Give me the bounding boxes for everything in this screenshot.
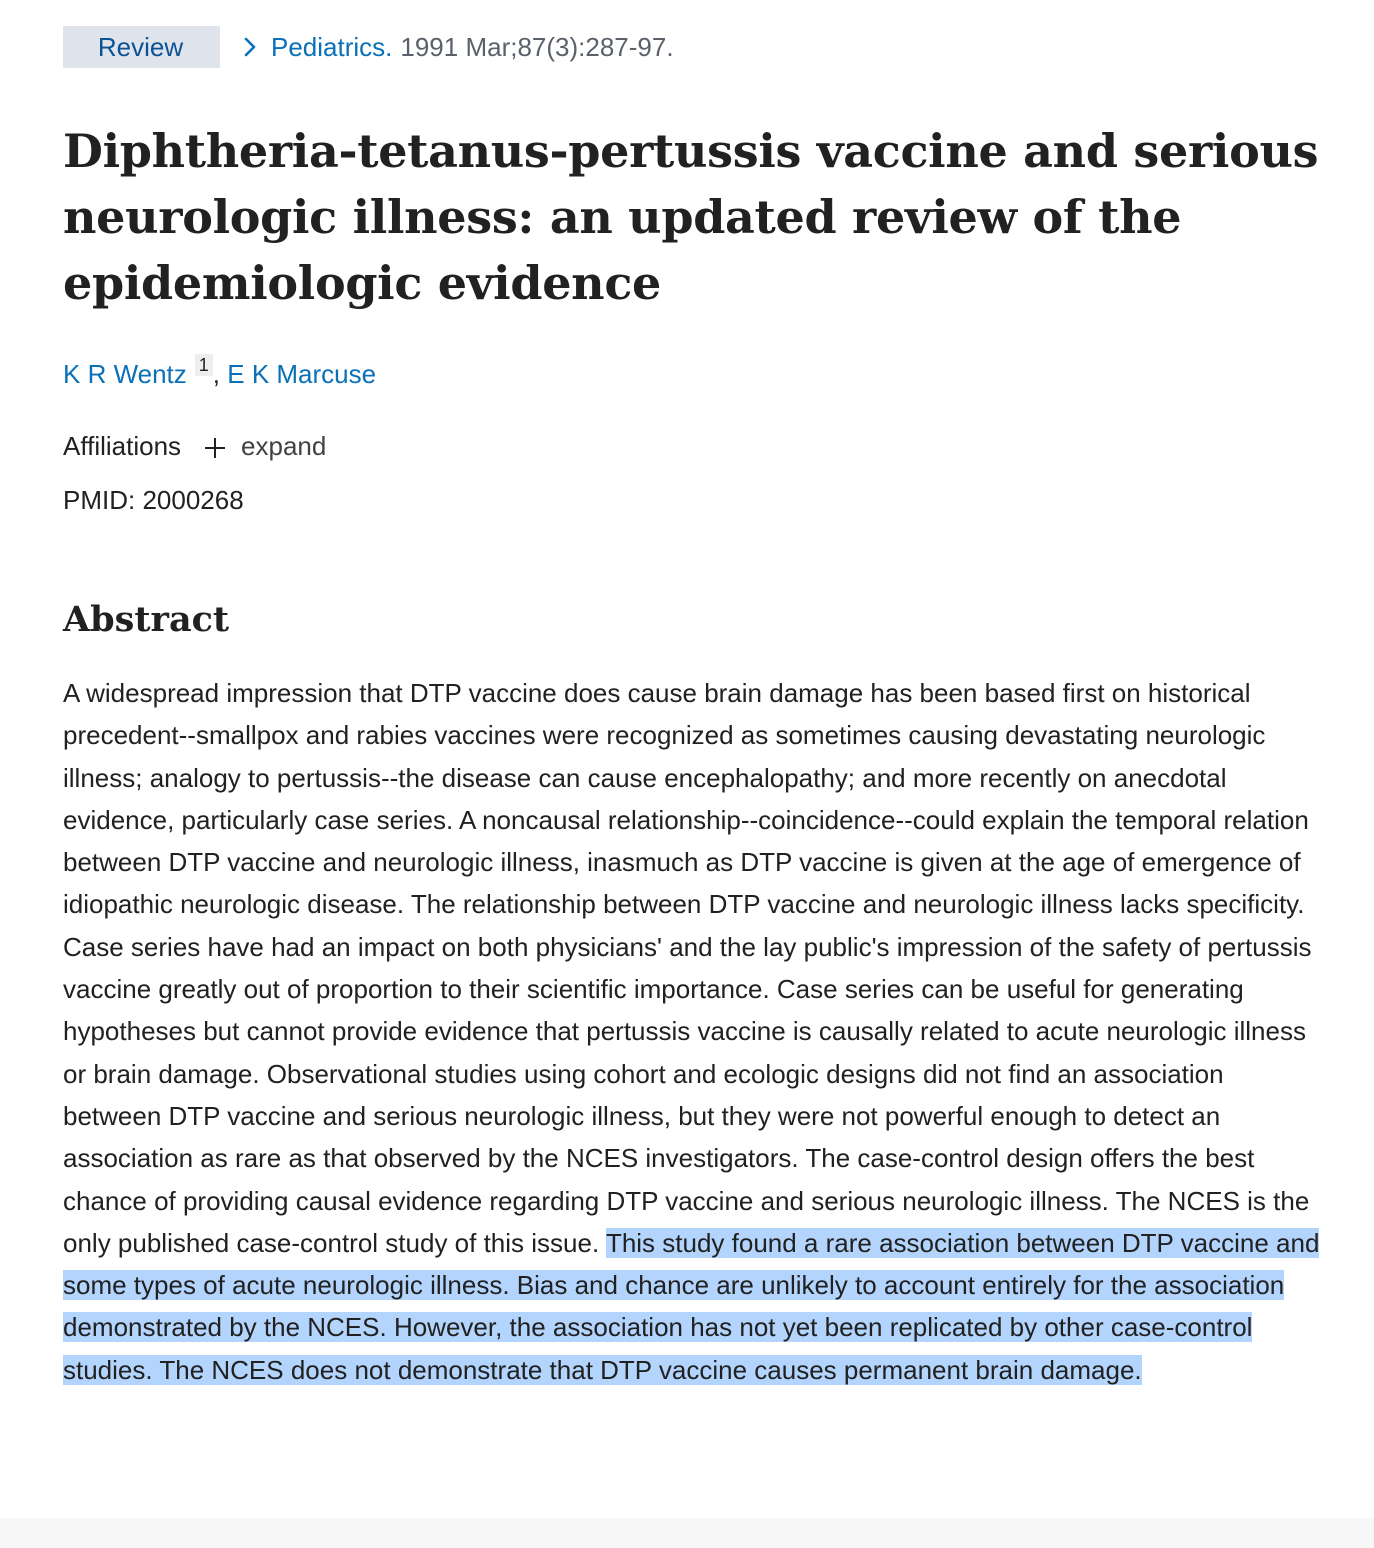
abstract-text xyxy=(63,672,1325,1391)
article-title: Diphtheria-tetanus-pertussis vaccine and serious neurologic illness: an updated review of the epidemiologic evidence xyxy=(63,124,1319,310)
affiliations-toggle[interactable] xyxy=(63,426,326,466)
abstract-text-unselected: A widespread impression that DTP vaccine does cause brain damage has been based first on historical precedent--smallpox and rabies vaccines were recognized as sometimes causing devastating neurologic illness; analogy to pertussis--the disease can cause encephalopathy; and more recently on anecdotal evidence, particularly case series. A noncausal relationship--coincidence--could explain the temporal relation between DTP vaccine and neurologic illness, inasmuch as DTP vaccine is given at the age of emergence of idiopathic neurologic disease. The relationship between DTP vaccine and neurologic illness lacks specificity. Case series have had an impact on both physicians' and the lay public's impression of the safety of pertussis vaccine greatly out of proportion to their scientific importance. Case series can be useful for generating hypotheses but cannot provide evidence that pertussis vaccine is causally related to acute neurologic illness or brain damage. Observational studies using cohort and ecologic designs did not find an association between DTP vaccine and serious neurologic illness, but they were not powerful enough to detect an association as rare as that observed by the NCES investigators. The case-control design offers the best chance of providing causal evidence regarding DTP vaccine and serious neurologic illness. The NCES is the only published case-control study of this issue. xyxy=(63,678,1312,1258)
affiliation-marker[interactable]: 1 xyxy=(195,354,213,376)
journal-citation: 1991 Mar;87(3):287-97. xyxy=(400,32,674,62)
authors-list xyxy=(63,354,376,394)
abstract-text-selected: This study found a rare association between DTP vaccine and some types of acute neurologic illness. Bias and chance are unlikely to account entirely for the association demonstrated by the NCES. However, the association has not yet been replicated by other case-control studies. The NCES does not demonstrate that DTP vaccine causes permanent brain damage. xyxy=(63,1227,1320,1385)
expand-button[interactable]: expand xyxy=(241,430,327,461)
page-bottom-strip xyxy=(0,1518,1374,1548)
chevron-right-icon xyxy=(242,26,258,68)
abstract-heading: Abstract xyxy=(63,599,230,640)
affiliations-label: Affiliations xyxy=(63,430,182,461)
pmid: PMID: 2000268 xyxy=(63,485,244,515)
publication-type-badge: Review xyxy=(63,26,220,68)
author-separator: , xyxy=(212,359,228,389)
author-link[interactable]: K R Wentz xyxy=(63,359,187,389)
journal-link[interactable]: Pediatrics. xyxy=(271,32,393,62)
plus-icon[interactable] xyxy=(205,438,225,458)
article-source-line xyxy=(63,26,674,68)
author-link[interactable]: E K Marcuse xyxy=(227,359,377,389)
